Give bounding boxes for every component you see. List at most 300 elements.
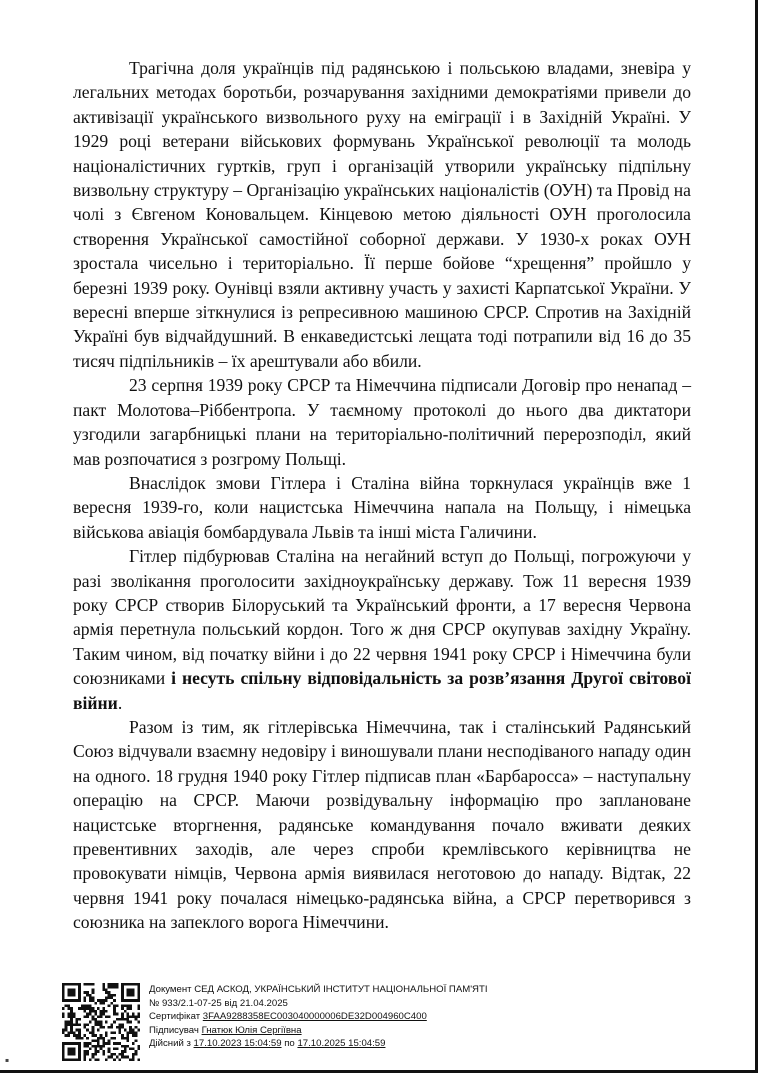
qr-module [84,1026,87,1029]
qr-module [73,1023,76,1026]
qr-module [62,1031,65,1034]
qr-module [113,986,116,989]
qr-module [100,1026,103,1029]
qr-module [121,1050,124,1053]
qr-module [86,1029,89,1032]
qr-module [75,1058,78,1061]
qr-module [110,1053,113,1056]
qr-module [67,1058,70,1061]
qr-module [84,1056,87,1059]
qr-module [121,1037,124,1040]
qr-module [84,991,87,994]
qr-module [89,1031,92,1034]
qr-module [67,1050,70,1053]
qr-module [84,1010,87,1013]
qr-module [132,983,135,986]
qr-module [78,988,81,991]
qr-module [70,983,73,986]
corner-mark: ▪ [5,1057,10,1064]
qr-module [97,1007,100,1010]
qr-module [62,1050,65,1053]
qr-module [108,1042,111,1045]
qr-module [137,994,140,997]
qr-module [105,1034,108,1037]
qr-module [105,1058,108,1061]
paragraph-4-end: . [117,692,123,713]
qr-module [62,1058,65,1061]
qr-module [94,1034,97,1037]
qr-module [135,1031,138,1034]
qr-module [121,1015,124,1018]
qr-module [78,1029,81,1032]
qr-module [86,1045,89,1048]
qr-module [135,983,138,986]
qr-module [70,1026,73,1029]
qr-module [62,1045,65,1048]
stamp-validity-line [149,1037,669,1051]
certificate-value: 3FAA9288358EC003040000006DE32D004960C400 [202,1011,427,1023]
qr-module [121,986,124,989]
qr-module [105,1021,108,1024]
qr-module [121,1018,124,1021]
qr-module [100,1037,103,1040]
qr-module [89,983,92,986]
qr-module [62,1053,65,1056]
qr-module [113,1058,116,1061]
qr-module [73,1053,76,1056]
qr-module [127,999,130,1002]
stamp-document-line: Документ СЕД АСКОД, УКРАЇНСЬКИЙ ІНСТИТУТ НАЦІОНАЛЬНОЇ ПАМ'ЯТІ [149,984,488,995]
qr-module [73,1042,76,1045]
qr-module [113,983,116,986]
qr-module [92,988,95,991]
qr-module [108,1015,111,1018]
paragraph-5: Разом із тим, як гітлерівська Німеччина, так і сталінський Радянський Союз відчували взаємну недовіру і виношували плани несподіваного нападу один на одного. 18 грудня 1940 року Гітлер підписав план «Барбаросса» – наступальну операцію на СРСР. Маючи розвідувальну інформацію про заплановане нацистське вторгнення, радянське командування почало вживати деяких превентивних заходів, але через спроби кремлівського керівництва не провокувати німців, Червона армія виявилася неготовою до нападу. Відтак, 22 червня 1941 року почалася німецько-радянська війна, а СРСР перетворився з союзника на запеклого ворога Німеччини. [73,716,691,933]
qr-module [137,988,140,991]
qr-module [86,1037,89,1040]
qr-module [70,1015,73,1018]
qr-module [86,1007,89,1010]
qr-module [92,1056,95,1059]
qr-module [73,1050,76,1053]
qr-module [121,1026,124,1029]
qr-module [108,983,111,986]
qr-module [132,1015,135,1018]
qr-module [92,983,95,986]
qr-module [78,994,81,997]
qr-module [86,1005,89,1008]
qr-module [70,988,73,991]
qr-module [124,1029,127,1032]
qr-module [86,994,89,997]
qr-module [62,994,65,997]
qr-module [137,1045,140,1048]
qr-module [65,1021,68,1024]
qr-module [110,1031,113,1034]
signer-value: Гнатюк Юлія Сергіївна [201,1024,302,1036]
qr-module [67,1005,70,1008]
qr-module [135,1050,138,1053]
qr-module [137,1058,140,1061]
qr-module [84,1007,87,1010]
qr-module [78,996,81,999]
qr-module [108,991,111,994]
qr-module [102,983,105,986]
qr-module [105,988,108,991]
qr-module [70,1013,73,1016]
qr-module [89,1058,92,1061]
qr-module [102,999,105,1002]
qr-module [81,1037,84,1040]
qr-module [70,1031,73,1034]
qr-module [137,1007,140,1010]
qr-module [100,1045,103,1048]
qr-module [78,1042,81,1045]
qr-module [86,991,89,994]
qr-module [75,1023,78,1026]
qr-module [97,1042,100,1045]
qr-module [118,1031,121,1034]
qr-module [132,1056,135,1059]
paragraph-4 [73,544,691,715]
qr-module [135,1015,138,1018]
qr-module [113,1037,116,1040]
qr-module [92,1053,95,1056]
qr-module [116,1048,119,1051]
qr-module [65,1034,68,1037]
qr-module [73,1031,76,1034]
qr-module [121,988,124,991]
qr-module [92,991,95,994]
qr-code-icon [62,983,140,1061]
qr-module [110,986,113,989]
qr-module [89,1007,92,1010]
qr-module [116,1042,119,1045]
qr-module [121,996,124,999]
qr-module [108,1050,111,1053]
qr-module [102,1013,105,1016]
qr-module [70,994,73,997]
qr-module [118,1053,121,1056]
qr-module [75,1042,78,1045]
qr-module [127,1034,130,1037]
qr-module [100,1010,103,1013]
qr-module [129,994,132,997]
qr-module [118,1023,121,1026]
qr-module [113,1021,116,1024]
qr-module [78,983,81,986]
qr-module [62,1048,65,1051]
qr-module [108,994,111,997]
qr-module [113,1053,116,1056]
qr-module [102,1037,105,1040]
qr-module [65,999,68,1002]
qr-module [94,1023,97,1026]
qr-module [75,999,78,1002]
qr-module [137,1015,140,1018]
qr-module [132,1048,135,1051]
qr-module [73,991,76,994]
qr-module [92,1045,95,1048]
qr-module [73,988,76,991]
qr-module [65,1026,68,1029]
qr-module [137,1048,140,1051]
qr-module [132,988,135,991]
qr-module [132,1034,135,1037]
qr-module [118,1058,121,1061]
qr-module [94,1039,97,1042]
qr-module [84,1045,87,1048]
qr-module [97,999,100,1002]
qr-module [78,1058,81,1061]
qr-module [118,1026,121,1029]
qr-module [84,1015,87,1018]
qr-module [75,1037,78,1040]
qr-module [127,1007,130,1010]
qr-module [121,983,124,986]
qr-module [73,1058,76,1061]
qr-module [113,1031,116,1034]
qr-module [78,999,81,1002]
valid-to: 17.10.2025 15:04:59 [297,1038,386,1050]
qr-module [75,1018,78,1021]
qr-module [121,999,124,1002]
qr-module [129,1029,132,1032]
qr-module [62,1015,65,1018]
qr-module [127,994,130,997]
qr-module [129,1005,132,1008]
qr-module [75,1021,78,1024]
qr-module [137,1029,140,1032]
paragraph-2: 23 серпня 1939 року СРСР та Німеччина підписали Договір про ненапад – пакт Молотова–Ріббентропа. У таємному протоколі до нього два диктатори узгодили загарбницькі плани на територіально-політичний перерозподіл, який мав розпочатися з розгрому Польщі. [73,375,691,469]
stamp-signer-line [149,1024,669,1038]
qr-module [116,983,119,986]
qr-module [135,999,138,1002]
qr-module [102,1007,105,1010]
qr-module [70,991,73,994]
stamp-number-line: № 933/2.1-07-25 від 21.04.2025 [149,997,288,1009]
qr-module [97,1015,100,1018]
qr-module [78,986,81,989]
qr-module [92,1029,95,1032]
qr-module [108,1005,111,1008]
qr-module [121,994,124,997]
qr-module [78,1045,81,1048]
qr-module [132,1029,135,1032]
qr-module [113,1005,116,1008]
qr-module [121,1007,124,1010]
qr-module [70,1023,73,1026]
qr-module [124,1045,127,1048]
qr-module [113,999,116,1002]
qr-module [137,983,140,986]
qr-module [62,1042,65,1045]
document-body [73,56,691,935]
qr-module [97,1037,100,1040]
qr-module [67,1023,70,1026]
qr-module [78,1007,81,1010]
qr-module [84,999,87,1002]
qr-module [86,983,89,986]
qr-module [78,1037,81,1040]
qr-module [135,1053,138,1056]
qr-module [89,999,92,1002]
qr-module [127,983,130,986]
qr-module [89,1005,92,1008]
qr-module [94,1050,97,1053]
qr-module [94,1013,97,1016]
qr-module [89,1048,92,1051]
qr-module [94,1010,97,1013]
qr-module [67,983,70,986]
qr-module [127,1037,130,1040]
qr-module [84,1058,87,1061]
qr-module [67,1042,70,1045]
qr-module [62,991,65,994]
qr-module [62,999,65,1002]
qr-module [113,1042,116,1045]
qr-module [135,1034,138,1037]
qr-module [65,1042,68,1045]
qr-module [94,1021,97,1024]
qr-module [124,1010,127,1013]
qr-module [97,1058,100,1061]
qr-module [84,1042,87,1045]
qr-module [73,983,76,986]
qr-module [108,1056,111,1059]
qr-module [129,1007,132,1010]
qr-module [73,1013,76,1016]
qr-module [105,1015,108,1018]
qr-module [100,1021,103,1024]
stamp-text [149,983,669,1051]
qr-module [105,1031,108,1034]
qr-module [118,1018,121,1021]
validity-separator: по [281,1038,298,1050]
qr-module [110,983,113,986]
qr-module [124,1056,127,1059]
paragraph-4-bold: і несуть спільну відповідальність за розв’язання Другої світової війни [73,668,691,713]
qr-module [75,1034,78,1037]
qr-module [118,1029,121,1032]
qr-module [92,1018,95,1021]
qr-module [67,1007,70,1010]
qr-module [75,983,78,986]
qr-module [113,1048,116,1051]
qr-module [105,996,108,999]
qr-module [70,1007,73,1010]
qr-module [92,996,95,999]
qr-module [108,1048,111,1051]
qr-module [105,991,108,994]
qr-module [78,1034,81,1037]
qr-module [135,1039,138,1042]
qr-module [102,986,105,989]
qr-module [113,1007,116,1010]
qr-module [124,1050,127,1053]
qr-module [89,1010,92,1013]
qr-module [70,1018,73,1021]
qr-module [102,1045,105,1048]
qr-module [129,1026,132,1029]
qr-module [89,1013,92,1016]
qr-module [84,1050,87,1053]
qr-module [132,1013,135,1016]
qr-module [84,983,87,986]
qr-module [116,1013,119,1016]
qr-module [78,1053,81,1056]
qr-module [137,1005,140,1008]
qr-module [127,1031,130,1034]
qr-module [86,1013,89,1016]
valid-from: 17.10.2023 15:04:59 [193,1038,282,1050]
qr-module [124,1037,127,1040]
qr-module [127,988,130,991]
qr-module [121,991,124,994]
qr-module [124,1018,127,1021]
qr-module [70,1042,73,1045]
qr-module [116,1056,119,1059]
qr-module [121,1045,124,1048]
qr-module [102,1050,105,1053]
qr-module [108,986,111,989]
qr-module [70,1021,73,1024]
qr-module [135,1026,138,1029]
qr-module [105,1042,108,1045]
qr-module [67,1013,70,1016]
qr-module [70,1050,73,1053]
qr-module [67,991,70,994]
qr-module [89,994,92,997]
qr-module [105,1010,108,1013]
qr-module [67,994,70,997]
qr-module [94,1018,97,1021]
qr-module [65,1029,68,1032]
qr-module [100,1048,103,1051]
qr-module [94,1048,97,1051]
qr-module [108,996,111,999]
qr-module [132,994,135,997]
qr-module [86,1053,89,1056]
qr-module [84,1005,87,1008]
qr-module [100,999,103,1002]
qr-module [113,1013,116,1016]
qr-module [110,1002,113,1005]
qr-module [73,999,76,1002]
qr-module [113,1010,116,1013]
qr-module [132,999,135,1002]
validity-label: Дійсний з [149,1038,194,1050]
qr-module [97,1050,100,1053]
qr-module [132,1058,135,1061]
qr-module [78,1050,81,1053]
qr-module [108,1026,111,1029]
qr-module [92,1034,95,1037]
qr-module [127,1005,130,1008]
qr-module [97,1029,100,1032]
qr-module [100,1015,103,1018]
certificate-label: Сертифікат [149,1011,203,1023]
qr-module [89,1021,92,1024]
qr-module [65,1023,68,1026]
qr-module [121,1056,124,1059]
qr-module [102,1042,105,1045]
qr-module [100,1002,103,1005]
qr-module [78,1018,81,1021]
qr-module [92,999,95,1002]
qr-module [92,1015,95,1018]
qr-module [92,1010,95,1013]
